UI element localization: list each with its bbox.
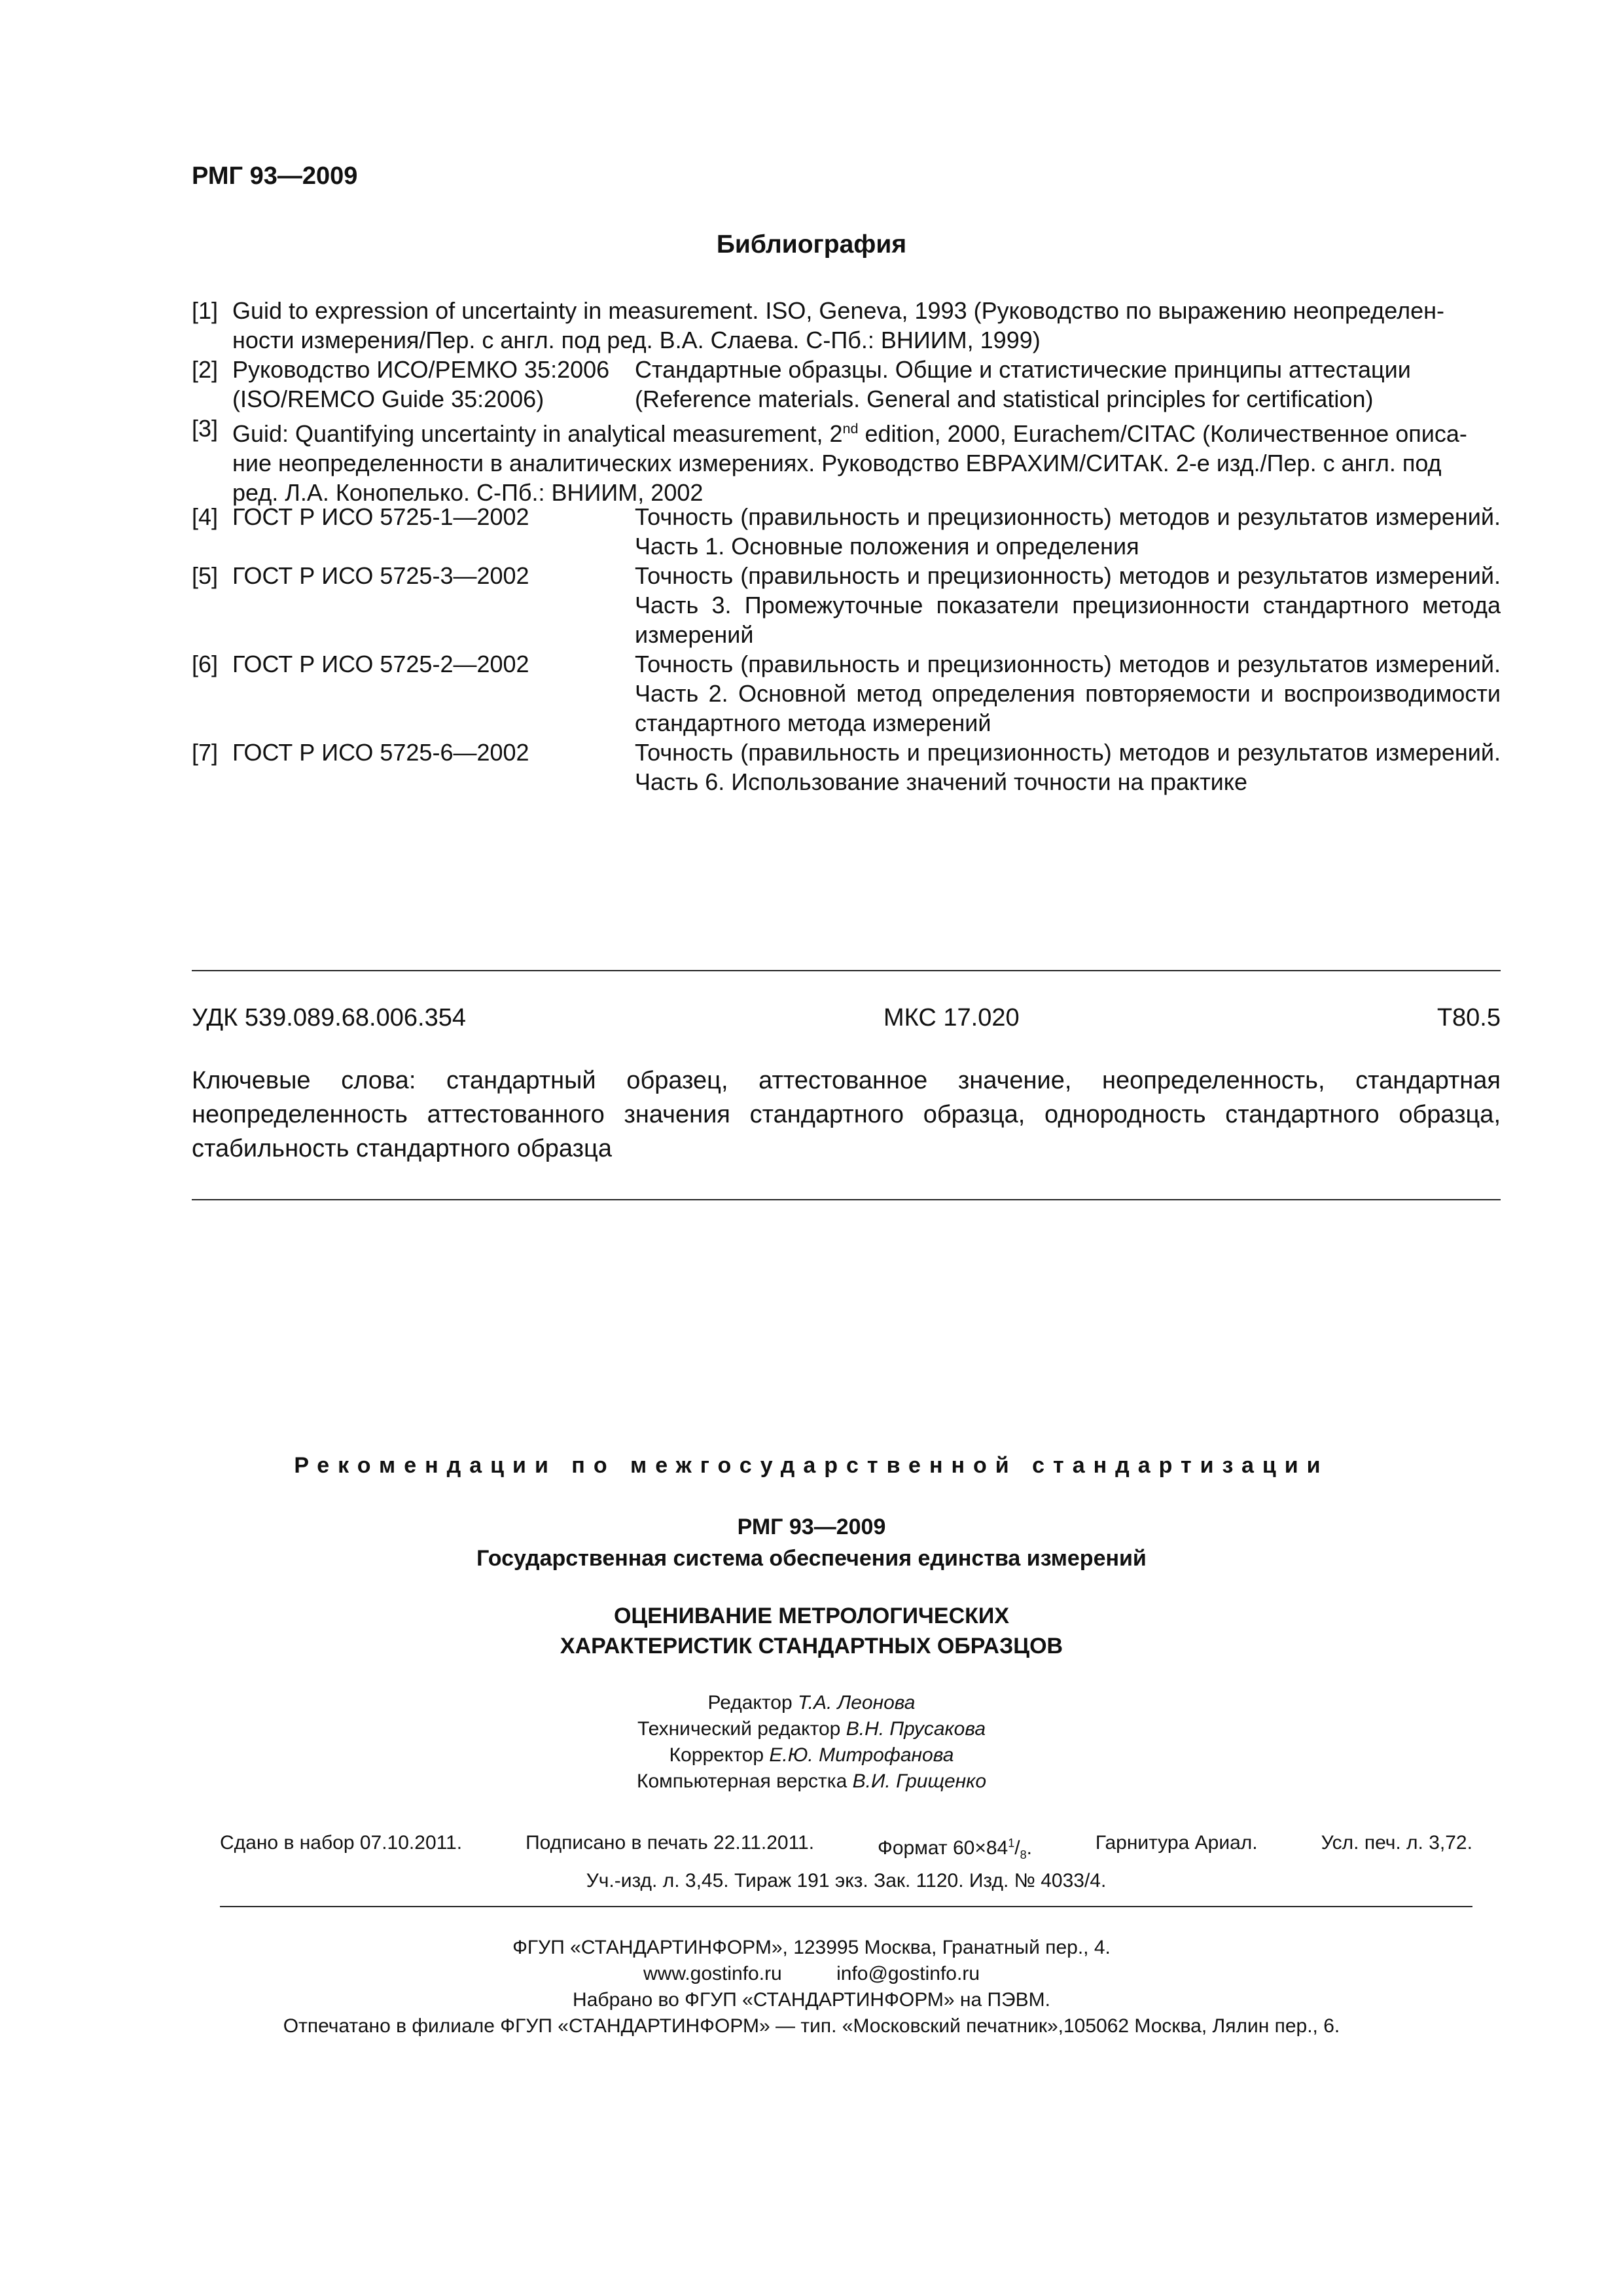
entry-text: Guid: Quantifying uncertainty in analytical measurement, 2nd edition, 2000, Eurachem/CITAC (Количественное описа- ние неопределенности в аналитических измерениях. Руководство ЕВРАХИМ/СИТАК. 2-е изд./Пер. с англ. под ред. Л.А. Конопелько. С-Пб.: ВНИИМ, 2002: [232, 420, 1467, 506]
imprint-designation: РМГ 93—2009: [737, 1515, 886, 1539]
credit-corrector: Корректор Е.Ю. Митрофанова: [669, 1744, 954, 1766]
divider-top: [192, 970, 1501, 971]
credit-tech-editor: Технический редактор В.Н. Прусакова: [637, 1718, 986, 1740]
entry-designation: ГОСТ Р ИСО 5725-6—2002: [232, 739, 529, 766]
entry-title: Стандартные образцы. Общие и статистические принципы аттестации: [635, 356, 1411, 383]
entry-designation: Руководство ИСО/РЕМКО 35:2006: [232, 356, 610, 383]
entry-number: [6]: [192, 651, 219, 677]
entry-number: [1]: [192, 297, 219, 324]
credit-editor: Редактор Т.А. Леонова: [707, 1692, 916, 1713]
udk-code: УДК 539.089.68.006.354: [192, 1004, 466, 1031]
divider-imprint: [220, 1906, 1472, 1907]
publisher-info: ФГУП «СТАНДАРТИНФОРМ», 123995 Москва, Гранатный пер., 4. www.gostinfo.ru info@gostinfo.ru Набрано во ФГУП «СТАНДАРТИНФОРМ» на ПЭВМ. Отпечатано в филиале ФГУП «СТАНДАРТИНФОРМ» — тип. «Московский печатник»,105062 Москва, Лялин пер., 6.: [283, 1937, 1340, 2037]
entry-text: Guid to expression of uncertainty in measurement. ISO, Geneva, 1993 (Руководство по выражению неопределен- ности измерения/Пер. с англ. под ред. В.А. Слаева. С-Пб.: ВНИИМ, 1999): [232, 297, 1445, 353]
entry-number: [3]: [192, 415, 219, 442]
entry-title: Точность (правильность и прецизионность) методов и результатов измерений. Часть 3. Промежуточные показатели прецизионности стандартного метода измерений: [635, 562, 1501, 648]
entry-number: [5]: [192, 562, 219, 589]
print-data: Сдано в набор 07.10.2011. Подписано в печать 22.11.2011. Формат $60\times 84^1/_8$. Гарнитура Ариал. Усл. печ. л. 3,72. Уч.-изд. л. 3,45. Тираж 191 экз. Зак. 1120. Изд. № 4033/4.: [220, 1832, 1472, 1892]
credits: [0, 1690, 1623, 1795]
entry-number: [7]: [192, 739, 219, 766]
imprint-title-line1: ОЦЕНИВАНИЕ МЕТРОЛОГИЧЕСКИХ: [613, 1604, 1010, 1628]
entry-number: [4]: [192, 503, 219, 530]
entry-designation: ГОСТ Р ИСО 5725-2—2002: [232, 651, 529, 677]
entry-designation: ГОСТ Р ИСО 5725-3—2002: [232, 562, 529, 589]
entry-number: [2]: [192, 356, 219, 383]
okstu-code: Т80.5: [1436, 1004, 1501, 1031]
entry-title: Точность (правильность и прецизионность) методов и результатов измерений. Часть 2. Основной метод определения повторяемости и воспроизводимости стандартного метода измерений: [635, 651, 1501, 736]
imprint-title-line2: ХАРАКТЕРИСТИК СТАНДАРТНЫХ ОБРАЗЦОВ: [560, 1634, 1063, 1659]
credit-layout: Компьютерная верстка В.И. Грищенко: [636, 1770, 987, 1792]
keywords: Ключевые слова: стандартный образец, аттестованное значение, неопределенность, стандартная неопределенность аттестованного значения стандартного образца, однородность стандартного образца, стабильность стандартного образца: [192, 1067, 1501, 1162]
entry-designation: ГОСТ Р ИСО 5725-1—2002: [232, 503, 529, 530]
bibliography-title: Библиография: [716, 230, 907, 259]
entry-designation-en: (ISO/REMCO Guide 35:2006): [232, 386, 544, 412]
entry-title: Точность (правильность и прецизионность) методов и результатов измерений. Часть 6. Использование значений точности на практике: [635, 739, 1501, 795]
entry-title-en: (Reference materials. General and statistical principles for certification): [635, 386, 1374, 412]
entry-title: Точность (правильность и прецизионность) методов и результатов измерений. Часть 1. Основные положения и определения: [635, 503, 1501, 560]
series-title: Рекомендации по межгосударственной стандартизации: [294, 1453, 1329, 1478]
imprint-system: Государственная система обеспечения единства измерений: [476, 1546, 1147, 1571]
mks-code: МКС 17.020: [883, 1004, 1020, 1031]
document-designation: РМГ 93—2009: [192, 162, 358, 190]
divider-bottom: [192, 1199, 1501, 1200]
